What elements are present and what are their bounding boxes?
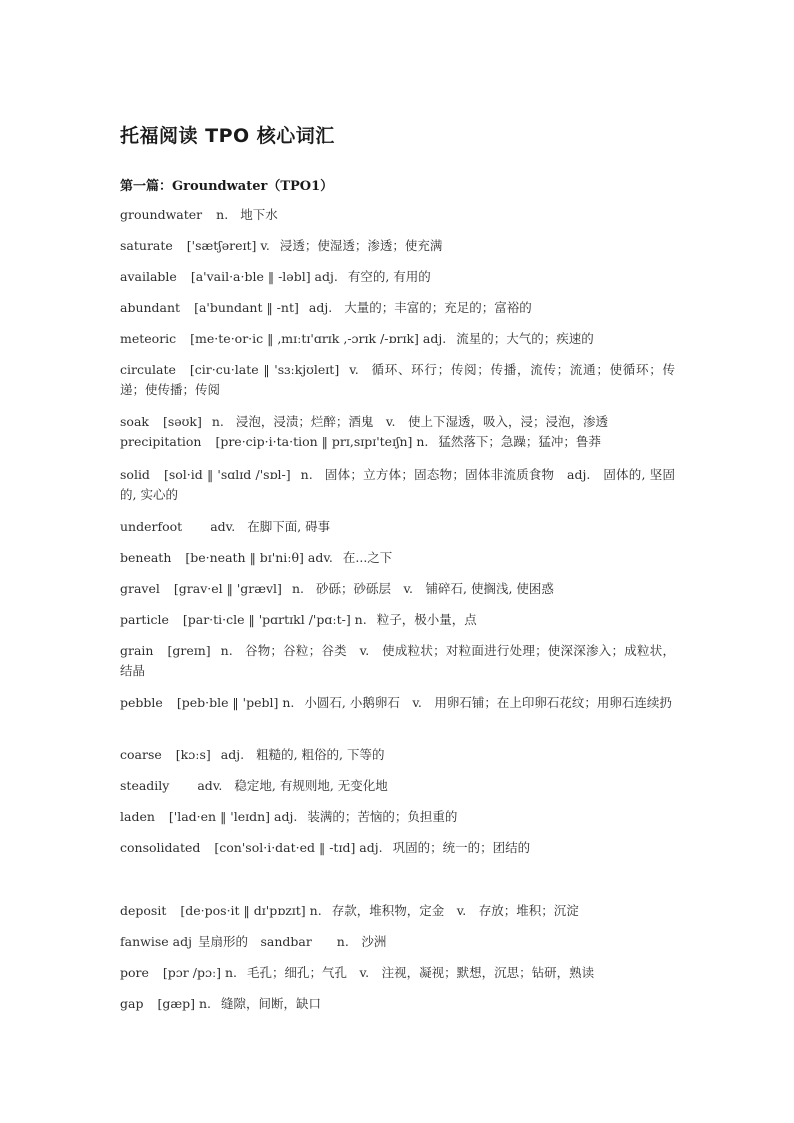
entry-word: deposit [120,903,167,918]
entry-definition: 在脚下面, 碍事 [247,519,331,534]
entry-phonetic: ['lad·en ‖ 'leɪdn] adj. [168,809,298,824]
entry-word: grain [120,643,154,658]
entry-phonetic: [cir·cu·late ‖ 'sɜːkjʊleɪt] [189,362,340,377]
entry-definition: 固体；立方体；固态物；固体非流质食物 adj. 固体的, 坚固的, 实心的 [120,467,675,502]
entry-pos: n. [216,207,229,222]
entry-phonetic: [me·te·or·ic ‖ ,mɪːtɪ'ɑrɪk ,-ɔrɪk /-ɒrɪk] adj. [190,331,447,346]
entry-pos: v. [349,362,359,377]
entry-word: steadily [120,778,170,793]
entry-definition: 地下水 [240,207,278,222]
entry-word: groundwater [120,207,203,222]
vocab-entry [120,901,675,921]
vocab-entry [120,807,675,827]
entry-definition: 在...之下 [342,550,393,565]
entry-definition: 大量的；丰富的；充足的；富裕的 [344,300,532,315]
vocab-entry [120,465,675,505]
vocab-entry [120,693,675,713]
entry-phonetic: [gæp] n. [157,996,211,1011]
entry-definition: 流星的；大气的；疾速的 [456,331,594,346]
entry-phonetic: [a'bundant ‖ -nt] [194,300,299,315]
entry-definition: 毛孔；细孔；气孔 v. 注视，凝视；默想，沉思；钻研，熟读 [247,965,595,980]
entry-definition: 粒子，极小量，点 [376,612,477,627]
vocab-entry [120,432,675,452]
entry-definition: 砂砾；砂砾层 v. 铺碎石, 使搁浅, 使困惑 [315,581,554,596]
entry-word: available [120,269,177,284]
entry-pos: adj. [220,747,245,762]
entry-definition: 缝隙，间断，缺口 [220,996,321,1011]
entry-phonetic: [con'sol·i·dat·ed ‖ -tɪd] adj. [214,840,383,855]
vocab-entry [120,776,675,796]
entry-phonetic: [grav·el ‖ 'grævl] [173,581,282,596]
entry-word: precipitation [120,434,202,449]
entry-pos: adv. [197,778,223,793]
entry-pos: n. [291,581,304,596]
entry-phonetic: [pre·cip·i·ta·tion ‖ prɪ,sɪpɪ'teɪʃn] n. [215,434,429,449]
vocab-entry [120,994,675,1014]
entry-definition: 呈扇形的 sandbar n. 沙洲 [197,934,387,949]
page-title: 托福阅读 TPO 核心词汇 [120,125,335,147]
vocab-entry [120,932,675,952]
entry-word: particle [120,612,169,627]
entry-word: laden [120,809,155,824]
entry-word: consolidated [120,840,201,855]
vocab-entry [120,517,675,537]
entry-phonetic: [peb·ble ‖ 'pebl] n. [176,695,295,710]
vocab-entry [120,641,675,681]
entry-word: abundant [120,300,181,315]
entry-word: saturate [120,238,173,253]
entry-phonetic: ['sætʃəreɪt] v. [186,238,270,253]
entry-pos: n. [220,643,233,658]
vocab-entry [120,548,675,568]
entry-definition: 谷物；谷粒；谷类 v. 使成粒状；对粒面进行处理；使深深渗入；成粒状，结晶 [120,643,675,678]
entry-word: gap [120,996,144,1011]
entry-definition: 存款，堆积物，定金 v. 存放；堆积；沉淀 [331,903,579,918]
vocab-entry [120,963,675,983]
vocab-entry [120,412,675,432]
entry-word: underfoot [120,519,183,534]
entry-word: solid [120,467,150,482]
entry-definition: 稳定地, 有规则地, 无变化地 [234,778,388,793]
entry-word: meteoric [120,331,177,346]
vocab-entry [120,610,675,630]
entry-phonetic: [greɪn] [167,643,211,658]
entry-pos: adv. [210,519,236,534]
entry-phonetic: [a'vail·a·ble ‖ -ləbl] adj. [190,269,338,284]
entry-word: beneath [120,550,172,565]
entry-phonetic: [par·ti·cle ‖ 'pɑrtɪkl /'pɑːt-] n. [182,612,367,627]
entry-pos: adj. [308,300,333,315]
entry-phonetic: [kɔːs] [175,747,211,762]
entry-word: pore [120,965,149,980]
vocab-entry [120,267,675,287]
entry-definition: 循环、环行；传阅；传播，流传；流通；使循环；传递；使传播；传阅 [120,362,675,397]
entry-definition: 装满的；苦恼的；负担重的 [307,809,458,824]
entry-definition: 有空的, 有用的 [347,269,431,284]
vocab-entry [120,298,675,318]
vocab-entry [120,360,675,400]
entry-phonetic: [pɔr /pɔː] n. [162,965,238,980]
entry-phonetic: [səʊk] [162,414,202,429]
vocab-entry [120,205,675,225]
entry-word: pebble [120,695,163,710]
entry-word: coarse [120,747,162,762]
entry-phonetic: [be·neath ‖ bɪ'niːθ] adv. [185,550,333,565]
entry-definition: 浸泡，浸渍；烂醉；酒鬼 v. 使上下湿透，吸入，浸；浸泡，渗透 [235,414,608,429]
entry-word: fanwise adj [120,934,192,949]
entry-definition: 浸透；使湿透；渗透；使充满 [279,238,443,253]
vocab-entry [120,745,675,765]
entry-definition: 猛然落下；急躁；猛冲；鲁莽 [438,434,601,449]
vocab-entry [120,329,675,349]
entry-definition: 巩固的；统一的；团结的 [392,840,531,855]
section-heading: 第一篇：Groundwater（TPO1） [120,179,334,194]
entry-phonetic: [de·pos·it ‖ dɪ'pɒzɪt] n. [180,903,322,918]
entry-pos: n. [300,467,313,482]
entry-word: soak [120,414,149,429]
entry-phonetic: [sol·id ‖ 'sɑlɪd /'sɒl-] [163,467,291,482]
entry-definition: 粗糙的, 粗俗的, 下等的 [256,747,385,762]
entry-word: gravel [120,581,160,596]
entry-definition: 小圆石, 小鹅卵石 v. 用卵石铺；在上印卵石花纹；用卵石连续扔 [304,695,672,710]
entry-pos: n. [211,414,224,429]
entry-word: circulate [120,362,176,377]
vocab-entry [120,236,675,256]
vocab-entry [120,579,675,599]
vocab-entry [120,838,675,858]
